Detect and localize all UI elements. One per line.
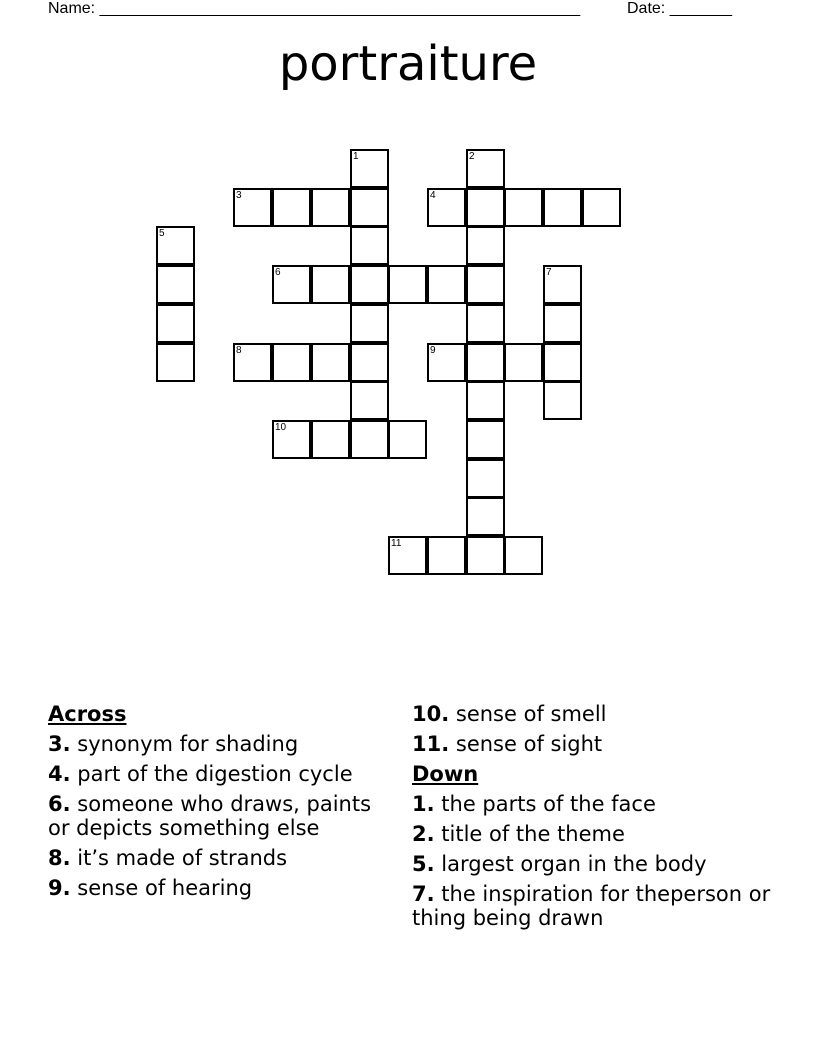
crossword-cell[interactable] bbox=[466, 226, 505, 265]
crossword-cell[interactable] bbox=[311, 188, 350, 227]
page-title: portraiture bbox=[278, 36, 538, 92]
crossword-cell[interactable] bbox=[543, 188, 582, 227]
crossword-cell[interactable] bbox=[543, 381, 582, 420]
crossword-cell[interactable] bbox=[466, 381, 505, 420]
crossword-cell[interactable] bbox=[350, 343, 389, 382]
crossword-cell[interactable] bbox=[350, 226, 389, 265]
down-heading: Down bbox=[412, 762, 479, 786]
clue-text: the parts of the face bbox=[441, 792, 656, 816]
clue-text: synonym for shading bbox=[77, 732, 299, 756]
crossword-cell[interactable] bbox=[466, 420, 505, 459]
crossword-cell[interactable] bbox=[504, 536, 543, 575]
crossword-cell[interactable] bbox=[466, 343, 505, 382]
cell-number: 7 bbox=[546, 267, 552, 278]
crossword-cell[interactable] bbox=[272, 343, 311, 382]
across-heading: Across bbox=[48, 702, 127, 726]
cell-number: 5 bbox=[159, 228, 165, 239]
name-field-label: Name: ______________________________________________________ bbox=[48, 0, 581, 17]
crossword-cell[interactable] bbox=[466, 304, 505, 343]
crossword-cell[interactable] bbox=[272, 265, 311, 304]
crossword-cell[interactable] bbox=[543, 343, 582, 382]
clue-down-2 bbox=[412, 822, 792, 846]
crossword-cell[interactable] bbox=[156, 226, 195, 265]
clue-across-3 bbox=[48, 732, 388, 756]
crossword-cell[interactable] bbox=[311, 420, 350, 459]
clue-number: 6. bbox=[48, 792, 71, 816]
clue-text: largest organ in the body bbox=[441, 852, 707, 876]
clue-number: 7. bbox=[412, 882, 435, 906]
date-field-label: Date: _______ bbox=[627, 0, 732, 17]
clue-across-11 bbox=[412, 732, 792, 756]
clue-number: 11. bbox=[412, 732, 450, 756]
crossword-cell[interactable] bbox=[311, 265, 350, 304]
crossword-cell[interactable] bbox=[388, 536, 427, 575]
crossword-cell[interactable] bbox=[388, 420, 427, 459]
crossword-cell[interactable] bbox=[272, 420, 311, 459]
clue-number: 5. bbox=[412, 852, 435, 876]
crossword-cell[interactable] bbox=[427, 188, 466, 227]
crossword-cell[interactable] bbox=[350, 381, 389, 420]
crossword-cell[interactable] bbox=[582, 188, 621, 227]
crossword-cell[interactable] bbox=[427, 536, 466, 575]
clue-text: sense of sight bbox=[455, 732, 603, 756]
crossword-cell[interactable] bbox=[466, 149, 505, 188]
crossword-cell[interactable] bbox=[272, 188, 311, 227]
clue-number: 10. bbox=[412, 702, 450, 726]
crossword-cell[interactable] bbox=[233, 188, 272, 227]
crossword-cell[interactable] bbox=[504, 343, 543, 382]
clue-down-5 bbox=[412, 852, 792, 876]
crossword-cell[interactable] bbox=[466, 265, 505, 304]
crossword-cell[interactable] bbox=[350, 420, 389, 459]
cell-number: 1 bbox=[353, 151, 359, 162]
cell-number: 6 bbox=[275, 267, 281, 278]
clue-across-8 bbox=[48, 846, 388, 870]
clue-number: 8. bbox=[48, 846, 71, 870]
crossword-cell[interactable] bbox=[427, 343, 466, 382]
clue-across-10 bbox=[412, 702, 792, 726]
crossword-cell[interactable] bbox=[233, 343, 272, 382]
clue-text: sense of hearing bbox=[77, 876, 253, 900]
crossword-cell[interactable] bbox=[350, 304, 389, 343]
cell-number: 11 bbox=[391, 538, 402, 549]
crossword-cell[interactable] bbox=[156, 304, 195, 343]
clue-number: 2. bbox=[412, 822, 435, 846]
crossword-cell[interactable] bbox=[388, 265, 427, 304]
clue-across-9 bbox=[48, 876, 388, 900]
crossword-cell[interactable] bbox=[350, 265, 389, 304]
clue-text: part of the digestion cycle bbox=[77, 762, 353, 786]
crossword-cell[interactable] bbox=[504, 188, 543, 227]
clue-text: someone who draws, paints or depicts something else bbox=[48, 792, 372, 840]
crossword-cell[interactable] bbox=[311, 343, 350, 382]
cell-number: 9 bbox=[430, 345, 436, 356]
cell-number: 3 bbox=[236, 190, 242, 201]
crossword-cell[interactable] bbox=[543, 304, 582, 343]
cell-number: 4 bbox=[430, 190, 436, 201]
crossword-cell[interactable] bbox=[427, 265, 466, 304]
crossword-cell[interactable] bbox=[350, 149, 389, 188]
cell-number: 2 bbox=[469, 151, 475, 162]
clue-down-7 bbox=[412, 882, 792, 930]
clue-number: 1. bbox=[412, 792, 435, 816]
clue-text: sense of smell bbox=[455, 702, 607, 726]
crossword-cell[interactable] bbox=[466, 459, 505, 498]
clues-right-column bbox=[412, 702, 792, 936]
clue-text: the inspiration for theperson or thing being drawn bbox=[412, 882, 771, 930]
cell-number: 8 bbox=[236, 345, 242, 356]
clue-across-6 bbox=[48, 792, 388, 840]
clue-down-1 bbox=[412, 792, 792, 816]
crossword-cell[interactable] bbox=[156, 343, 195, 382]
clue-number: 9. bbox=[48, 876, 71, 900]
cell-number: 10 bbox=[275, 422, 287, 433]
clues-left-column bbox=[48, 702, 388, 906]
crossword-cell[interactable] bbox=[350, 188, 389, 227]
clue-across-4 bbox=[48, 762, 388, 786]
crossword-cell[interactable] bbox=[466, 188, 505, 227]
crossword-cell[interactable] bbox=[466, 497, 505, 536]
clue-text: title of the theme bbox=[441, 822, 625, 846]
clue-text: it’s made of strands bbox=[77, 846, 288, 870]
clue-number: 4. bbox=[48, 762, 71, 786]
crossword-cell[interactable] bbox=[466, 536, 505, 575]
crossword-cell[interactable] bbox=[156, 265, 195, 304]
crossword-cell[interactable] bbox=[543, 265, 582, 304]
clue-number: 3. bbox=[48, 732, 71, 756]
